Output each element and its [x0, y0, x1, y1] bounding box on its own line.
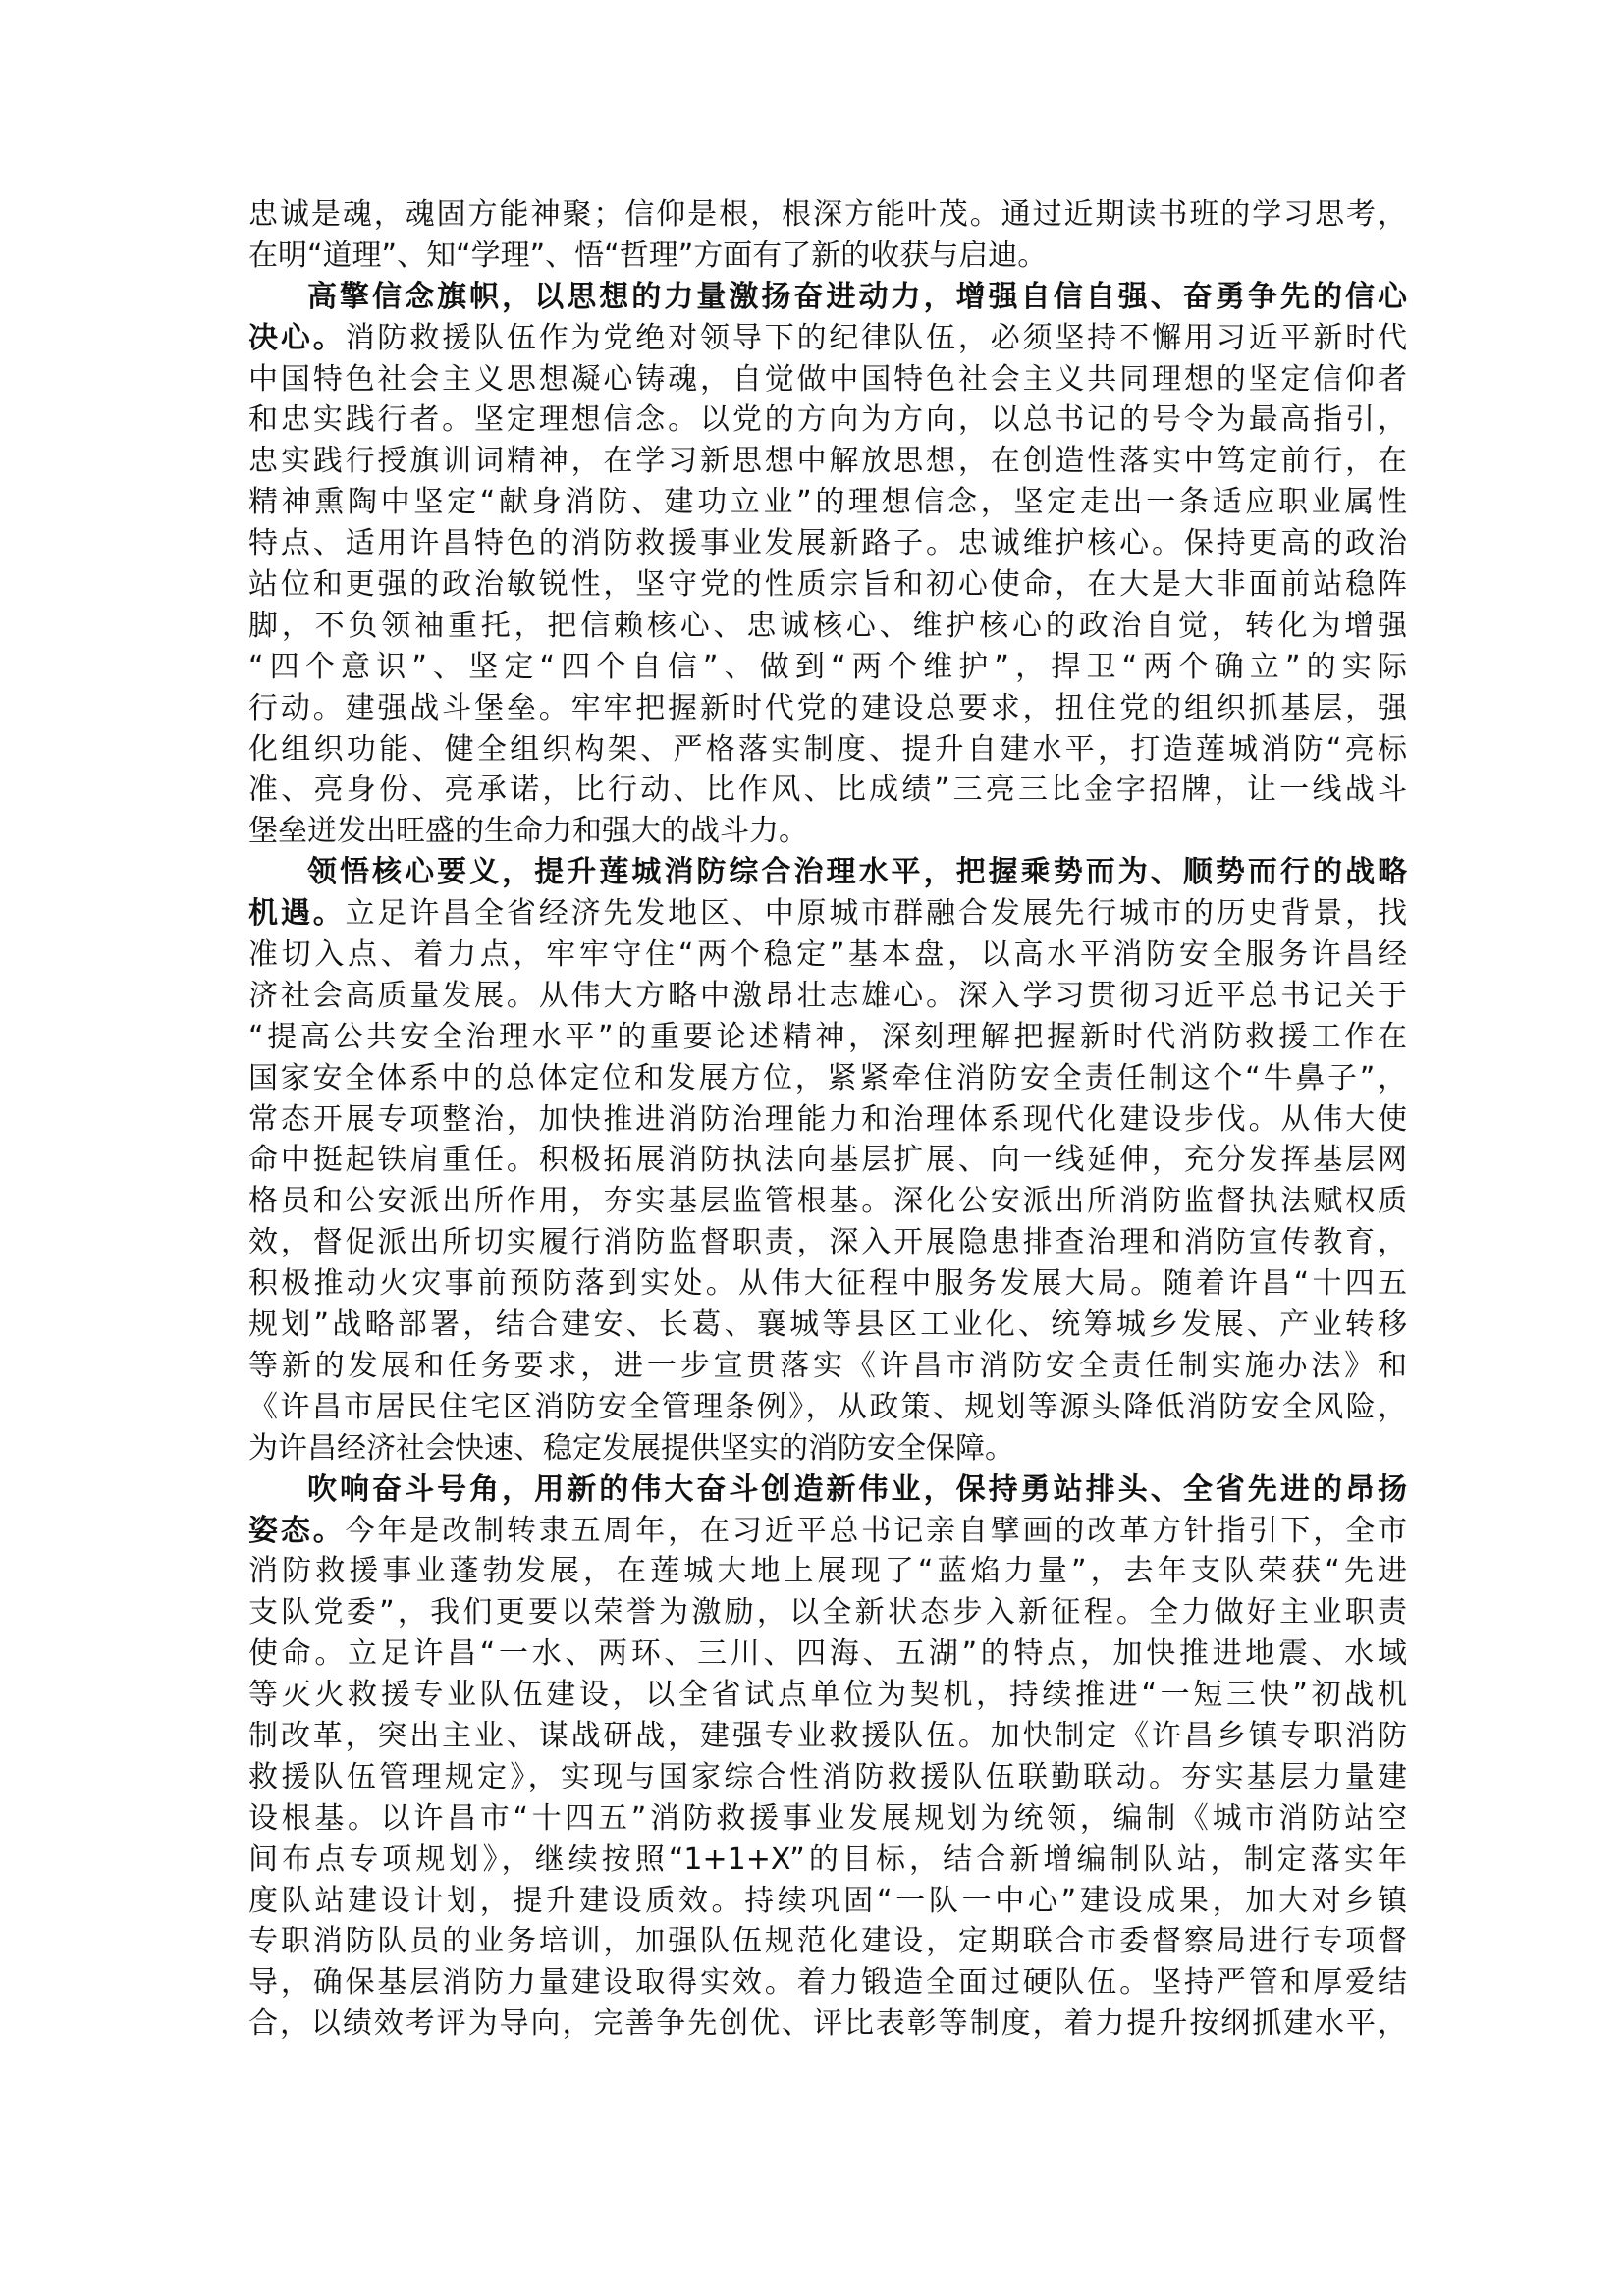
paragraph-first-line — [248, 1469, 1407, 1511]
body-text: 行动。建强战斗堡垒。牢牢把握新时代党的建设总要求，扭住党的组织抓基层，强 — [248, 690, 1407, 725]
text-line — [248, 893, 1407, 934]
body-text: 度队站建设计划，提升建设质效。持续巩固“一队一中心”建设成果，加大对乡镇 — [248, 1883, 1407, 1918]
text-line — [248, 1798, 1407, 1840]
document-body — [248, 194, 1407, 2045]
text-line — [248, 811, 1407, 852]
body-text: 化组织功能、健全组织构架、严格落实制度、提升自建水平，打造莲城消防“亮标 — [248, 731, 1407, 767]
body-text: 《许昌市居民住宅区消防安全管理条例》，从政策、规划等源头降低消防安全风险， — [248, 1389, 1407, 1424]
body-text: 特点、适用许昌特色的消防救援事业发展新路子。忠诚维护核心。保持更高的政治 — [248, 526, 1407, 561]
text-line — [248, 1428, 1407, 1469]
body-text: 效，督促派出所切实履行消防监督职责，深入开展隐患排查治理和消防宣传教育， — [248, 1225, 1407, 1260]
body-text: 设根基。以许昌市“十四五”消防救援事业发展规划为统领，编制《城市消防站空 — [248, 1800, 1407, 1836]
body-text: 精神熏陶中坚定“献身消防、建功立业”的理想信念，坚定走出一条适应职业属性 — [248, 485, 1407, 520]
text-line — [248, 1592, 1407, 1633]
body-text: 等灭火救援专业队伍建设，以全省试点单位为契机，持续推进“一短三快”初战机 — [248, 1678, 1407, 1713]
paragraph-first-line — [248, 852, 1407, 893]
body-text: 救援队伍管理规定》，实现与国家综合性消防救援队伍联勤联动。夯实基层力量建 — [248, 1759, 1407, 1794]
text-line — [248, 564, 1407, 606]
body-text: 在明“道理”、知“学理”、悟“哲理”方面有了新的收获与启迪。 — [248, 238, 1048, 273]
body-text: 脚，不负领袖重托，把信赖核心、忠诚核心、维护核心的政治自觉，转化为增强 — [248, 608, 1407, 643]
bold-heading-text: 高擎信念旗帜，以思想的力量激扬奋进动力，增强自信自强、奋勇争先的信心 — [307, 279, 1407, 314]
body-text: 支队党委”，我们更要以荣誉为激励，以全新状态步入新征程。全力做好主业职责 — [248, 1595, 1407, 1630]
bold-heading-text: 决心。 — [248, 320, 346, 355]
text-line — [248, 1716, 1407, 1757]
text-line — [248, 1962, 1407, 2003]
body-text: 合，以绩效考评为导向，完善争先创优、评比表彰等制度，着力提升按纲抓建水平， — [248, 2006, 1407, 2042]
text-line — [248, 1263, 1407, 1305]
body-text: 规划”战略部署，结合建安、长葛、襄城等县区工业化、统筹城乡发展、产业转移 — [248, 1308, 1407, 1343]
text-line — [248, 318, 1407, 359]
body-text: 消防救援队伍作为党绝对领导下的纪律队伍，必须坚持不懈用习近平新时代 — [345, 320, 1407, 355]
body-text: 立足许昌全省经济先发地区、中原城市群融合发展先行城市的历史背景，找 — [345, 896, 1407, 932]
text-line — [248, 1305, 1407, 1346]
body-text: 使命。立足许昌“一水、两环、三川、四海、五湖”的特点，加快推进地震、水域 — [248, 1636, 1407, 1672]
bold-heading-text: 姿态。 — [248, 1513, 346, 1548]
text-line — [248, 1675, 1407, 1716]
text-line — [248, 770, 1407, 811]
body-text: 间布点专项规划》，继续按照“1+1+X”的目标，结合新增编制队站，制定落实年 — [248, 1842, 1407, 1877]
body-text: 济社会高质量发展。从伟大方略中激昂壮志雄心。深入学习贯彻习近平总书记关于 — [248, 978, 1407, 1013]
body-text: 为许昌经济社会快速、稳定发展提供坚实的消防安全保障。 — [248, 1430, 1014, 1466]
body-text: 常态开展专项整治，加快推进消防治理能力和治理体系现代化建设步伐。从伟大使 — [248, 1101, 1407, 1137]
body-text: 消防救援事业蓬勃发展，在莲城大地上展现了“蓝焰力量”，去年支队荣获“先进 — [248, 1554, 1407, 1589]
body-text: 等新的发展和任务要求，进一步宣贯落实《许昌市消防安全责任制实施办法》和 — [248, 1348, 1407, 1383]
text-line — [248, 934, 1407, 976]
body-text: 制改革，突出主业、谋战研战，建强专业救援队伍。加快制定《许昌乡镇专职消防 — [248, 1718, 1407, 1753]
body-text: 堡垒迸发出旺盛的生命力和强大的战斗力。 — [248, 814, 808, 849]
text-line — [248, 482, 1407, 523]
body-text: 和忠实践行者。坚定理想信念。以党的方向为方向，以总书记的号令为最高指引， — [248, 402, 1407, 438]
text-line — [248, 400, 1407, 441]
paragraph-first-line — [248, 277, 1407, 318]
body-text: 中国特色社会主义思想凝心铸魂，自觉做中国特色社会主义共同理想的坚定信仰者 — [248, 361, 1407, 397]
text-line — [248, 1099, 1407, 1141]
text-line — [248, 2003, 1407, 2045]
body-text: 格员和公安派出所作用，夯实基层监管根基。深化公安派出所消防监督执法赋权质 — [248, 1184, 1407, 1219]
text-line — [248, 1181, 1407, 1222]
text-line — [248, 1058, 1407, 1099]
text-line — [248, 1881, 1407, 1922]
text-line — [248, 1633, 1407, 1675]
text-line — [248, 1140, 1407, 1181]
body-text: 命中挺起铁肩重任。积极拓展消防执法向基层扩展、向一线延伸，充分发挥基层网 — [248, 1143, 1407, 1178]
text-line — [248, 236, 1407, 277]
body-text: “四个意识”、坚定“四个自信”、做到“两个维护”，捍卫“两个确立”的实际 — [248, 649, 1407, 684]
body-text: 忠实践行授旗训词精神，在学习新思想中解放思想，在创造性落实中笃定前行，在 — [248, 444, 1407, 479]
text-line — [248, 194, 1407, 236]
text-line — [248, 1921, 1407, 1962]
body-text: 今年是改制转隶五周年，在习近平总书记亲自擘画的改革方针指引下，全市 — [345, 1513, 1407, 1548]
text-line — [248, 606, 1407, 647]
bold-heading-text: 机遇。 — [248, 896, 346, 932]
body-text: 国家安全体系中的总体定位和发展方位，紧紧牵住消防安全责任制这个“牛鼻子”， — [248, 1060, 1407, 1095]
body-text: 忠诚是魂，魂固方能神聚；信仰是根，根深方能叶茂。通过近期读书班的学习思考， — [248, 197, 1407, 232]
body-text: 导，确保基层消防力量建设取得实效。着力锻造全面过硬队伍。坚持严管和厚爱结 — [248, 1965, 1407, 2001]
body-text: 站位和更强的政治敏锐性，坚守党的性质宗旨和初心使命，在大是大非面前站稳阵 — [248, 567, 1407, 603]
body-text: 专职消防队员的业务培训，加强队伍规范化建设，定期联合市委督察局进行专项督 — [248, 1924, 1407, 1959]
text-line — [248, 1387, 1407, 1428]
text-line — [248, 359, 1407, 400]
body-text: 积极推动火灾事前预防落到实处。从伟大征程中服务发展大局。随着许昌“十四五 — [248, 1266, 1407, 1302]
body-text: 准切入点、着力点，牢牢守住“两个稳定”基本盘，以高水平消防安全服务许昌经 — [248, 937, 1407, 973]
text-line — [248, 976, 1407, 1017]
bold-heading-text: 领悟核心要义，提升莲城消防综合治理水平，把握乘势而为、顺势而行的战略 — [307, 855, 1407, 890]
text-line — [248, 688, 1407, 729]
text-line — [248, 1757, 1407, 1798]
text-line — [248, 729, 1407, 771]
text-line — [248, 1551, 1407, 1592]
text-line — [248, 1017, 1407, 1058]
text-line — [248, 1511, 1407, 1552]
text-line — [248, 1346, 1407, 1387]
text-line — [248, 1222, 1407, 1263]
text-line — [248, 523, 1407, 564]
text-line — [248, 441, 1407, 482]
body-text: 准、亮身份、亮承诺，比行动、比作风、比成绩”三亮三比金字招牌，让一线战斗 — [248, 773, 1407, 808]
bold-heading-text: 吹响奋斗号角，用新的伟大奋斗创造新伟业，保持勇站排头、全省先进的昂扬 — [307, 1471, 1407, 1507]
body-text: “提高公共安全治理水平”的重要论述精神，深刻理解把握新时代消防救援工作在 — [248, 1019, 1407, 1054]
text-line — [248, 1840, 1407, 1881]
text-line — [248, 647, 1407, 688]
